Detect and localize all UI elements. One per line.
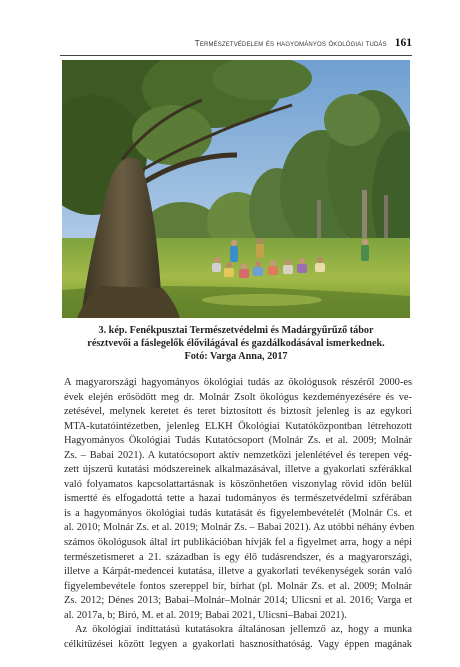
- text-line: illetve a Kárpát-medencei kutatása, illetve a gyakorlati tevékenységek során való: [64, 566, 412, 578]
- text-line: számos ökológusok által írt publikációban hívják fel a figyelmet arra, hogy a népi: [64, 537, 412, 549]
- running-head: [60, 37, 412, 56]
- text-line: MTA-kutatóintézetben, jelenleg ELKH Ökológiai Kutatóközpontban létrehozott: [64, 420, 412, 432]
- text-line: Zs. 2012; Dénes 2013; Babai–Molnár–Molnár 2014; Ulicsni et al. 2016; Varga et: [64, 595, 412, 607]
- text-line: ismertté és elfogadottá tette a hazai tudományos és természetvédelmi szférában: [64, 493, 412, 505]
- text-line: is a hagyományos ökológiai tudás kutatását és figyelembevételét (Molnár Cs. et: [64, 507, 412, 519]
- text-line: természetismeret a 21. században is egy élő tudásrendszer, és a magyarországi,: [64, 551, 412, 563]
- text-line: al. 2010; Molnár Zs. et al. 2019; Molnár Zs. – Babai 2021). Az utóbbi néhány évben: [64, 522, 415, 534]
- running-head-title: Természetvédelem és hagyományos ökológiai tudás: [194, 38, 387, 48]
- meadow-oak-photo: [62, 60, 410, 318]
- text-line: figyelembevétele fontos szereppel bír, bírhat (pl. Molnár Zs. et al. 2009; Molnár: [64, 580, 412, 592]
- text-line: Zs. – Babai 2021). A kutatócsoport aktív nemzetközi jelenlétével és terepen vég-: [64, 449, 412, 461]
- text-line: A magyarországi hagyományos ökológiai tudás az ökológusok részéről 2000-es: [64, 377, 412, 388]
- text-line: Hagyományos Ökológiai Tudás Kutatócsoport (Molnár Zs. et al. 2009; Molnár: [64, 435, 412, 447]
- paragraph: [64, 623, 412, 652]
- text-line: al. 2017a, b; Biró, M. et al. 2019; Babai 2021, Ulicsni–Babai 2021).: [64, 609, 347, 621]
- text-line: zetésével, melynek keretet és teret biztosított és biztosít jelenleg is az egykori: [64, 406, 412, 418]
- caption-credit: Fotó: Varga Anna, 2017: [184, 351, 288, 362]
- page-number: 161: [394, 37, 412, 49]
- body-text: [64, 376, 415, 652]
- paragraph: [64, 376, 415, 623]
- text-line: zett újszerű kutatási módszereinek alkalmazásával, illetve a gyakorlati szférákkal: [64, 464, 412, 476]
- text-line: évek elején erősödött meg dr. Molnár Zsolt ökológus kezdeményezésére és ve-: [64, 391, 412, 403]
- caption-line: 3. kép. Fenékpusztai Természetvédelmi és Madárgyűrűző tábor: [98, 325, 374, 336]
- text-line: célkitűzései között legyen a gyakorlati hasznosíthatóság. Vagy éppen magának: [64, 638, 412, 650]
- text-line: Az ökológiai indíttatású kutatásokra általánosan jellemző az, hogy a munka: [75, 624, 412, 636]
- figure-photo: [62, 60, 410, 318]
- text-line: való folyamatos kapcsolattartásnak is köszönhetően viszonylag rövid időn belül: [64, 478, 412, 490]
- caption-line: résztvevői a fáslegelők élővilágával és gazdálkodásával ismerkednek.: [87, 338, 385, 349]
- figure-caption: [62, 324, 410, 363]
